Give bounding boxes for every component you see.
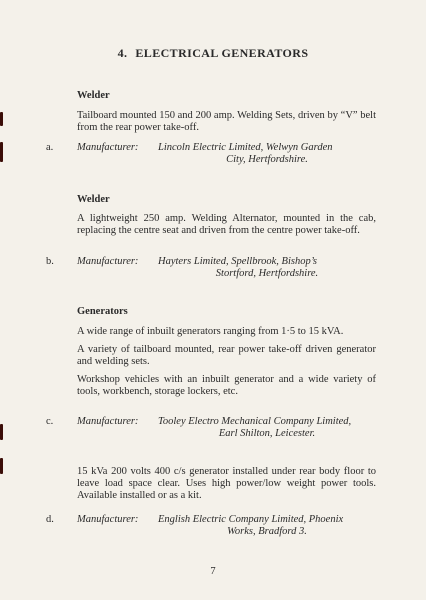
manufacturer-value [158,142,376,166]
manufacturer-line: Lincoln Electric Limited, Welwyn Garden [158,142,333,153]
manufacturer-label: Manufacturer: [77,256,139,267]
binding-mark [0,142,3,162]
section-heading: Welder [77,194,110,205]
item-marker: b. [46,256,54,267]
section-title: ELECTRICAL GENERATORS [135,46,309,60]
binding-mark [0,112,3,126]
manufacturer-label: Manufacturer: [77,142,139,153]
manufacturer-line: Works, Bradford 3. [227,526,307,537]
manufacturer-label: Manufacturer: [77,416,139,427]
paragraph: Workshop vehicles with an inbuilt generator and a wide variety of tools, workbench, storage lockers, etc. [77,374,376,397]
manufacturer-line: Stortford, Hertfordshire. [215,268,319,279]
manufacturer-label: Manufacturer: [77,514,139,525]
manufacturer-value [158,416,376,440]
manufacturer-line: English Electric Company Limited, Phoenix [158,514,344,525]
paragraph: A wide range of inbuilt generators ranging from 1·5 to 15 kVA. [77,326,344,337]
paragraph: A variety of tailboard mounted, rear power take-off driven generator and welding sets. [77,344,376,367]
page-title [0,46,426,61]
section-heading: Generators [77,306,128,317]
section-body [77,213,376,243]
page-number: 7 [210,566,216,577]
manufacturer-line: Hayters Limited, Spellbrook, Bishop’s [158,256,317,267]
section-body [77,110,376,140]
manufacturer-value [158,256,376,280]
manufacturer-line: Earl Shilton, Leicester. [218,428,316,439]
binding-mark [0,424,3,440]
section-heading: Welder [77,90,110,101]
paragraph: 15 kVa 200 volts 400 c/s generator installed under rear body floor to leave load space clear. Uses high power/low weight power tools. Available installed or as a kit. [77,466,376,501]
manufacturer-line: Tooley Electro Mechanical Company Limited, [158,416,352,427]
manufacturer-value [158,514,376,538]
item-marker: d. [46,514,54,525]
section-body [77,466,376,508]
paragraph: Tailboard mounted 150 and 200 amp. Welding Sets, driven by “V” belt from the rear power take-off. [77,110,376,133]
item-marker: a. [46,142,54,153]
paragraph: A lightweight 250 amp. Welding Alternator, mounted in the cab, replacing the centre seat and driven from the centre power take-off. [77,213,376,236]
section-body [77,326,376,404]
binding-mark [0,458,3,474]
item-marker: c. [46,416,54,427]
section-number: 4. [117,46,128,60]
manufacturer-line: City, Hertfordshire. [226,154,308,165]
